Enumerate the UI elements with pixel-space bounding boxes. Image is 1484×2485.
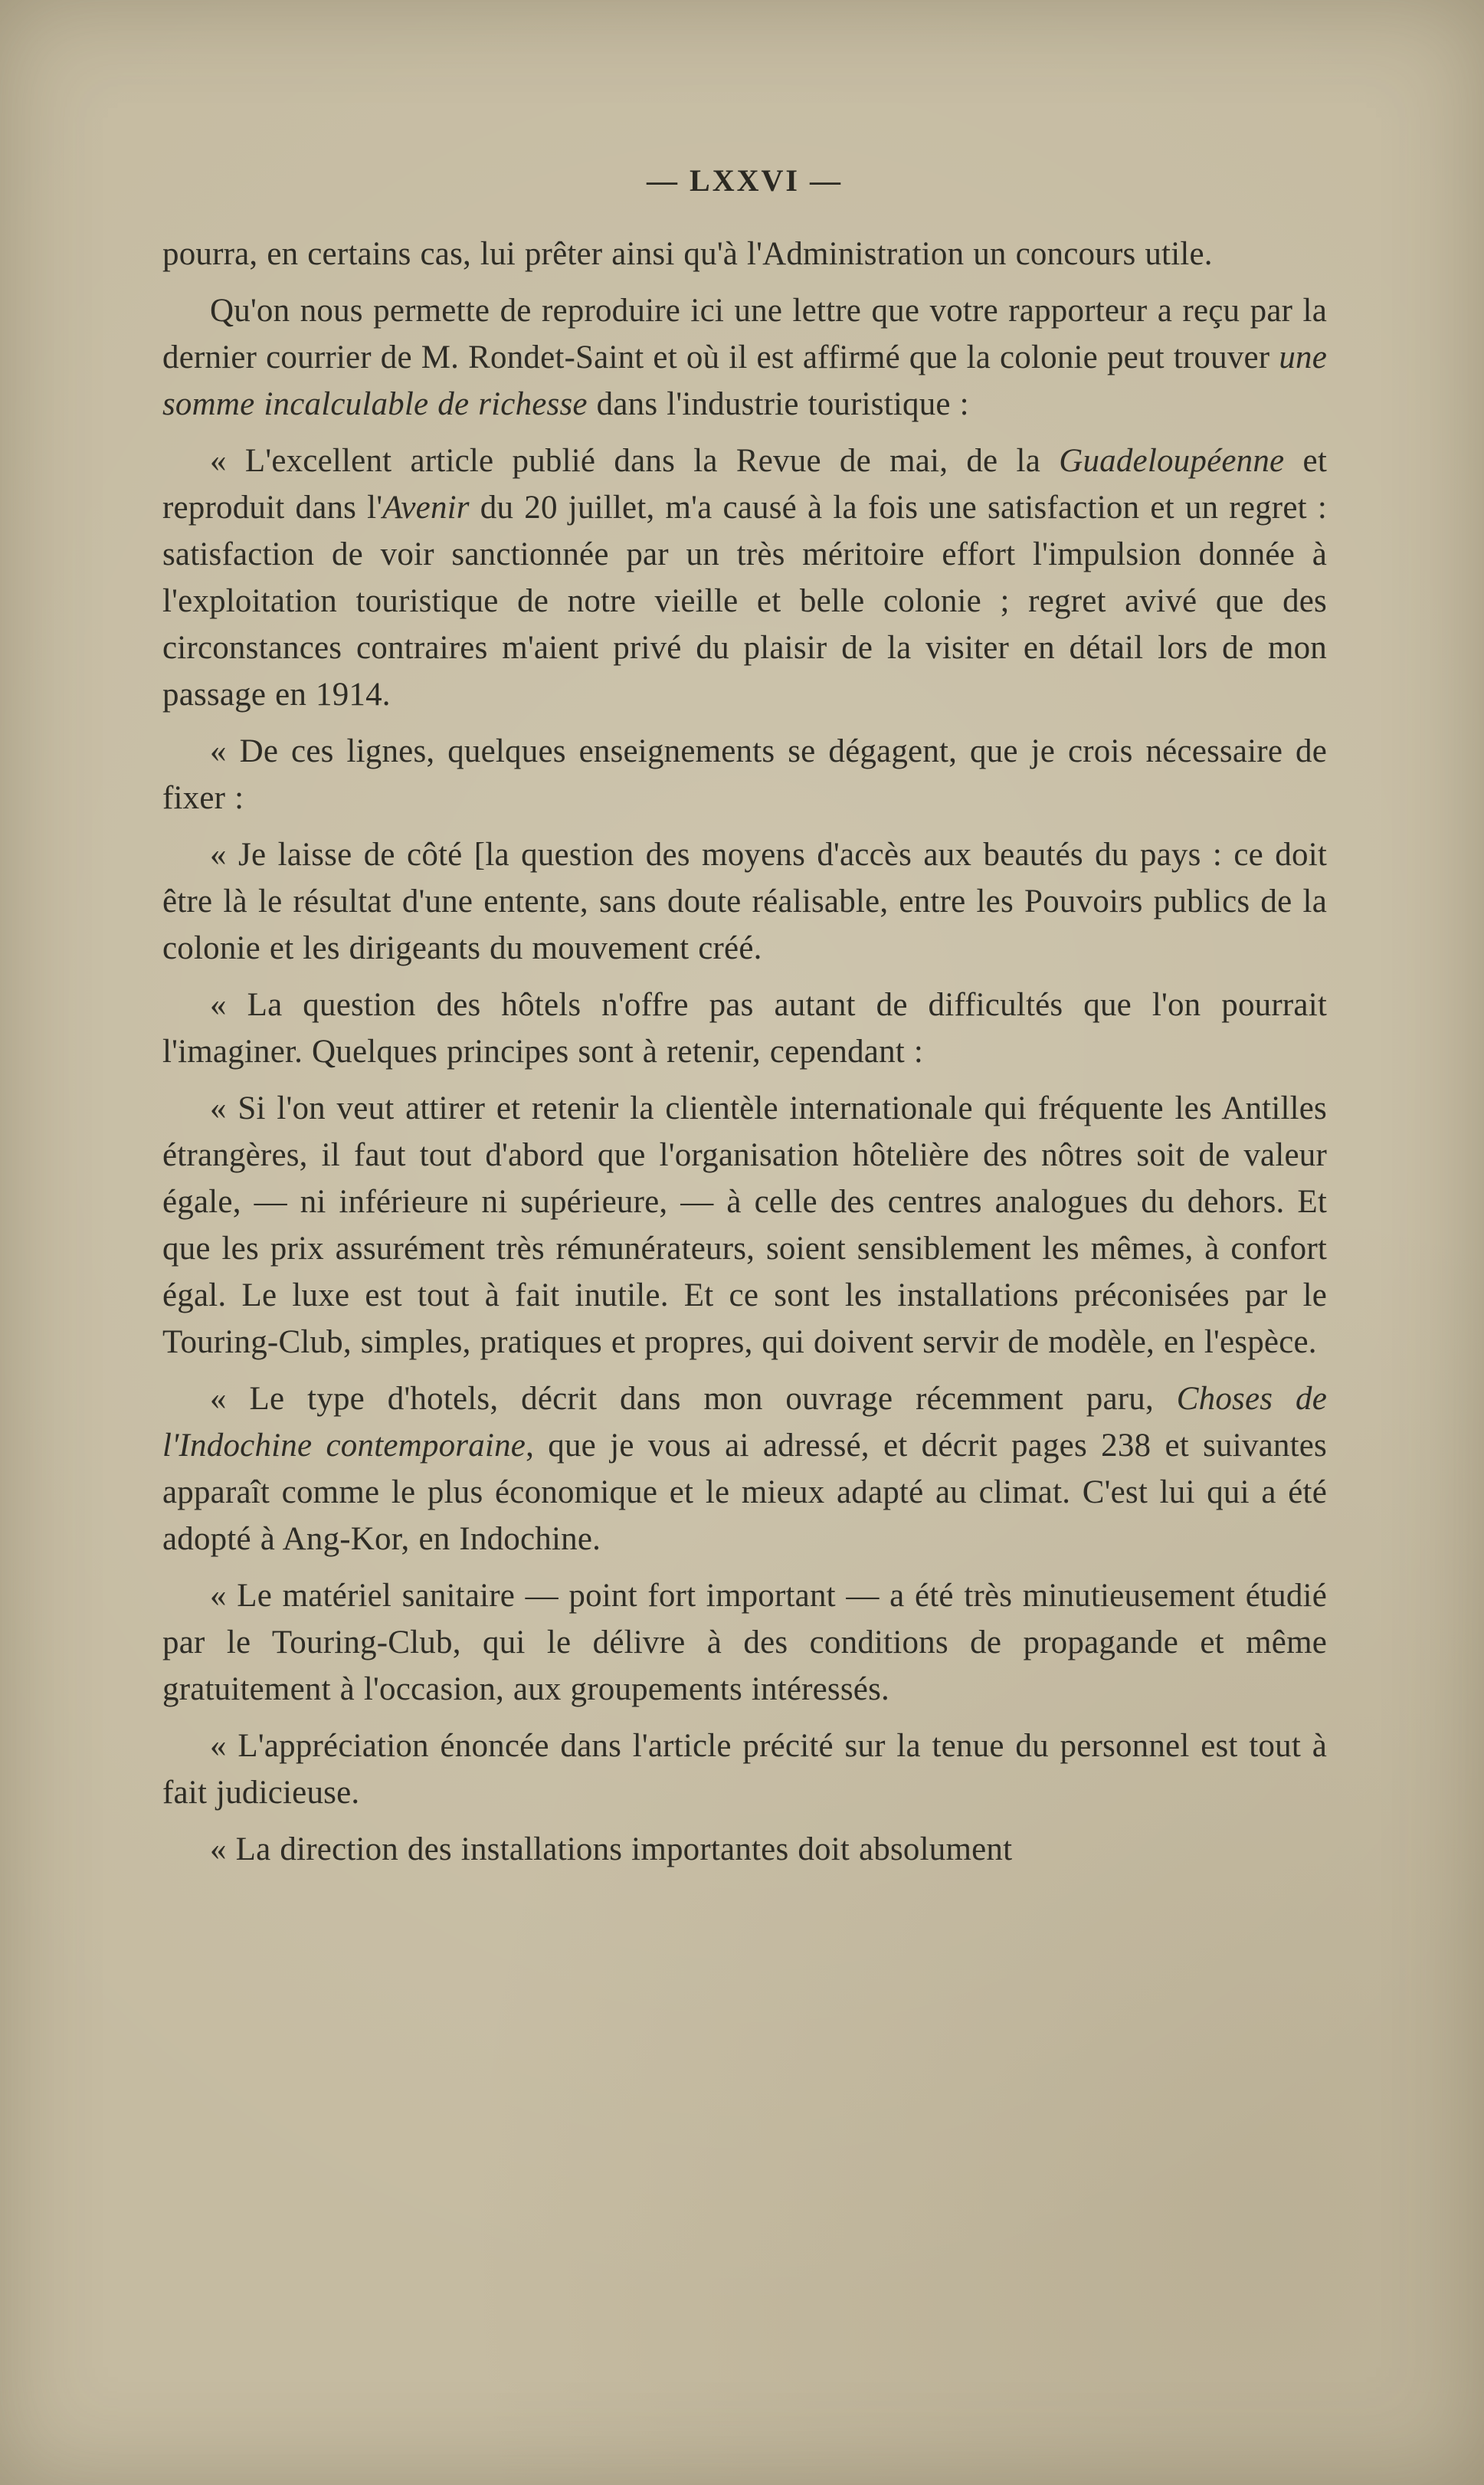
- text-segment: pourra, en certains cas, lui prêter ainsi qu'à l'Administration un concours utile.: [162, 236, 1213, 272]
- text-segment: du 20 juillet, m'a causé à la fois une satisfaction et un regret : satisfaction de voir sanctionnée par un très méritoire effort l'impulsion donnée à l'exploitation touristique de notre vieille et belle colonie ; regret avivé que des circonstances contraires m'aient privé du plaisir de la visiter en détail lors de mon passage en 1914.: [162, 490, 1327, 713]
- text-segment: « Je laisse de côté [la question des moyens d'accès aux beautés du pays : ce doit être là le résultat d'une entente, sans doute réalisable, entre les Pouvoirs publics de la colonie et les dirigeants du mouvement créé.: [162, 837, 1327, 966]
- text-segment: et reproduit dans l': [162, 443, 1327, 526]
- paragraph: [162, 1572, 1327, 1713]
- italic-text-segment: Choses de l'Indochine contemporaine: [162, 1381, 1328, 1464]
- text-block: [162, 162, 1327, 1883]
- paragraph: [162, 231, 1327, 277]
- text-segment: « La direction des installations importantes doit absolument: [210, 1831, 1013, 1867]
- text-segment: Qu'on nous permette de reproduire ici une lettre que votre rapporteur a reçu par la dernier courrier de M. Rondet-Saint et où il est affirmé que la colonie peut trouver: [162, 293, 1327, 375]
- italic-text-segment: une somme incalculable de richesse: [162, 339, 1327, 422]
- text-segment: , que je vous ai adressé, et décrit pages 238 et suivantes apparaît comme le plus économique et le mieux adapté au climat. C'est lui qui a été adopté à Ang-Kor, en Indochine.: [162, 1428, 1327, 1557]
- text-segment: « L'excellent article publié dans la Revue de mai, de la: [210, 443, 1060, 479]
- page-text: [162, 231, 1327, 1873]
- text-segment: « La question des hôtels n'offre pas autant de difficultés que l'on pourrait l'imaginer. Quelques principes sont à retenir, cependant :: [162, 987, 1327, 1070]
- paragraph: [162, 831, 1327, 972]
- paragraph: [162, 1085, 1327, 1365]
- paragraph: [162, 438, 1327, 718]
- text-segment: « Le matériel sanitaire — point fort important — a été très minutieusement étudié par le Touring-Club, qui le délivre à des conditions de propagande et même gratuitement à l'occasion, aux groupements intéressés.: [162, 1578, 1327, 1707]
- paragraph: [162, 1723, 1327, 1816]
- paragraph: [162, 728, 1327, 821]
- page-number: — LXXVI —: [647, 163, 843, 198]
- text-segment: « L'appréciation énoncée dans l'article précité sur la tenue du personnel est tout à fait judicieuse.: [162, 1728, 1327, 1811]
- text-segment: dans l'industrie touristique :: [587, 386, 969, 422]
- italic-text-segment: Guadeloupéenne: [1059, 443, 1285, 479]
- text-segment: « Le type d'hotels, décrit dans mon ouvrage récemment paru,: [210, 1381, 1177, 1417]
- text-segment: « Si l'on veut attirer et retenir la clientèle internationale qui fréquente les Antilles étrangères, il faut tout d'abord que l'organisation hôtelière des nôtres soit de valeur égale, — ni inférieure ni supérieure, — à celle des centres analogues du dehors. Et que les prix assurément très rémunérateurs, soient sensiblement les mêmes, à confort égal. Le luxe est tout à fait inutile. Et ce sont les installations préconisées par le Touring-Club, simples, pratiques et propres, qui doivent servir de modèle, en l'espèce.: [162, 1090, 1327, 1360]
- paragraph: [162, 1826, 1327, 1873]
- paragraph: [162, 1375, 1327, 1562]
- text-segment: « De ces lignes, quelques enseignements se dégagent, que je crois nécessaire de fixer :: [162, 733, 1327, 816]
- paragraph: [162, 982, 1327, 1075]
- italic-text-segment: Avenir: [382, 490, 470, 526]
- paragraph: [162, 287, 1327, 428]
